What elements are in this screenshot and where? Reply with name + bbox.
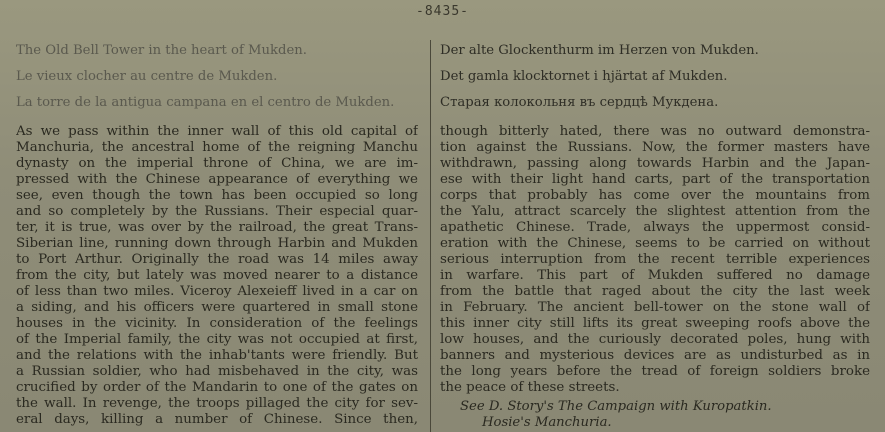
text-line: serious interruption from the recent terrible experiences bbox=[440, 253, 870, 267]
text-line: tion against the Russians. Now, the former masters have bbox=[440, 141, 870, 155]
source-reference: See D. Story's The Campaign with Kuropatkin. bbox=[460, 399, 772, 414]
text-line: a Russian soldier, who had misbehaved in the city, was bbox=[16, 365, 418, 379]
text-line: in February. The ancient bell-tower on the stone wall of bbox=[440, 301, 870, 315]
text-line: the Yalu, attract scarcely the slightest attention from the bbox=[440, 205, 870, 219]
text-line: though bitterly hated, there was no outward demonstra- bbox=[440, 125, 870, 139]
column-divider bbox=[430, 40, 431, 432]
text-line: apathetic Chinese. Trade, always the uppermost consid- bbox=[440, 221, 870, 235]
text-line: and so completely by the Russians. Their especial quar- bbox=[16, 205, 418, 219]
text-line: to Port Arthur. Originally the road was 14 miles away bbox=[16, 253, 418, 267]
text-line: in warfare. This part of Mukden suffered no damage bbox=[440, 269, 870, 283]
text-line: from the battle that raged about the city the last week bbox=[440, 285, 870, 299]
text-line: the long years before the tread of foreign soldiers broke bbox=[440, 365, 870, 379]
text-line: dynasty on the imperial throne of China, we are im- bbox=[16, 157, 418, 171]
text-line: from the city, but lately was moved nearer to a distance bbox=[16, 269, 418, 283]
text-line: corps that probably has come over the mountains from bbox=[440, 189, 870, 203]
page-number-value: 8435 bbox=[424, 4, 461, 19]
text-line: the peace of these streets. bbox=[440, 380, 620, 395]
text-line: As we pass within the inner wall of this old capital of bbox=[16, 125, 418, 139]
caption-spanish: La torre de la antigua campana en el centro de Mukden. bbox=[16, 95, 395, 110]
caption-swedish: Det gamla klocktornet i hjärtat af Mukden. bbox=[440, 69, 728, 84]
text-line: low houses, and the curiously decorated poles, hung with bbox=[440, 333, 870, 347]
text-line: a siding, and his officers were quartered in small stone bbox=[16, 301, 418, 315]
page-number-left-ornament: - bbox=[416, 4, 425, 19]
left-column bbox=[16, 0, 418, 432]
text-line: the wall. In revenge, the troops pillaged the city for sev- bbox=[16, 397, 418, 411]
text-line: of less than two miles. Viceroy Alexeieff lived in a car on bbox=[16, 285, 418, 299]
page-number-right-ornament: - bbox=[460, 4, 469, 19]
text-line: ter, it is true, was over by the railroad, the great Trans- bbox=[16, 221, 418, 235]
text-line: Manchuria, the ancestral home of the reigning Manchu bbox=[16, 141, 418, 155]
right-column bbox=[440, 0, 870, 432]
source-reference: Hosie's Manchuria. bbox=[482, 415, 612, 430]
text-line: withdrawn, passing along towards Harbin and the Japan- bbox=[440, 157, 870, 171]
text-line: see, even though the town has been occupied so long bbox=[16, 189, 418, 203]
caption-russian: Старая колокольня въ сердцѣ Мукдена. bbox=[440, 95, 719, 110]
caption-french: Le vieux clocher au centre de Mukden. bbox=[16, 69, 278, 84]
text-line: pressed with the Chinese appearance of everything we bbox=[16, 173, 418, 187]
text-line: eration with the Chinese, seems to be carried on without bbox=[440, 237, 870, 251]
caption-english: The Old Bell Tower in the heart of Mukden. bbox=[16, 43, 307, 58]
text-line: Siberian line, running down through Harbin and Mukden bbox=[16, 237, 418, 251]
text-line: and the relations with the inhab'tants were friendly. But bbox=[16, 349, 418, 363]
text-line: eral days, killing a number of Chinese. Since then, bbox=[16, 413, 418, 427]
text-line: banners and mysterious devices are as undisturbed as in bbox=[440, 349, 870, 363]
text-line: ese with their light hand carts, part of the transportation bbox=[440, 173, 870, 187]
caption-german: Der alte Glockenthurm im Herzen von Mukden. bbox=[440, 43, 759, 58]
text-line: this inner city still lifts its great sweeping roofs above the bbox=[440, 317, 870, 331]
text-line: crucified by order of the Mandarin to one of the gates on bbox=[16, 381, 418, 395]
text-line: houses in the vicinity. In consideration of the feelings bbox=[16, 317, 418, 331]
text-line: of the Imperial family, the city was not occupied at first, bbox=[16, 333, 418, 347]
